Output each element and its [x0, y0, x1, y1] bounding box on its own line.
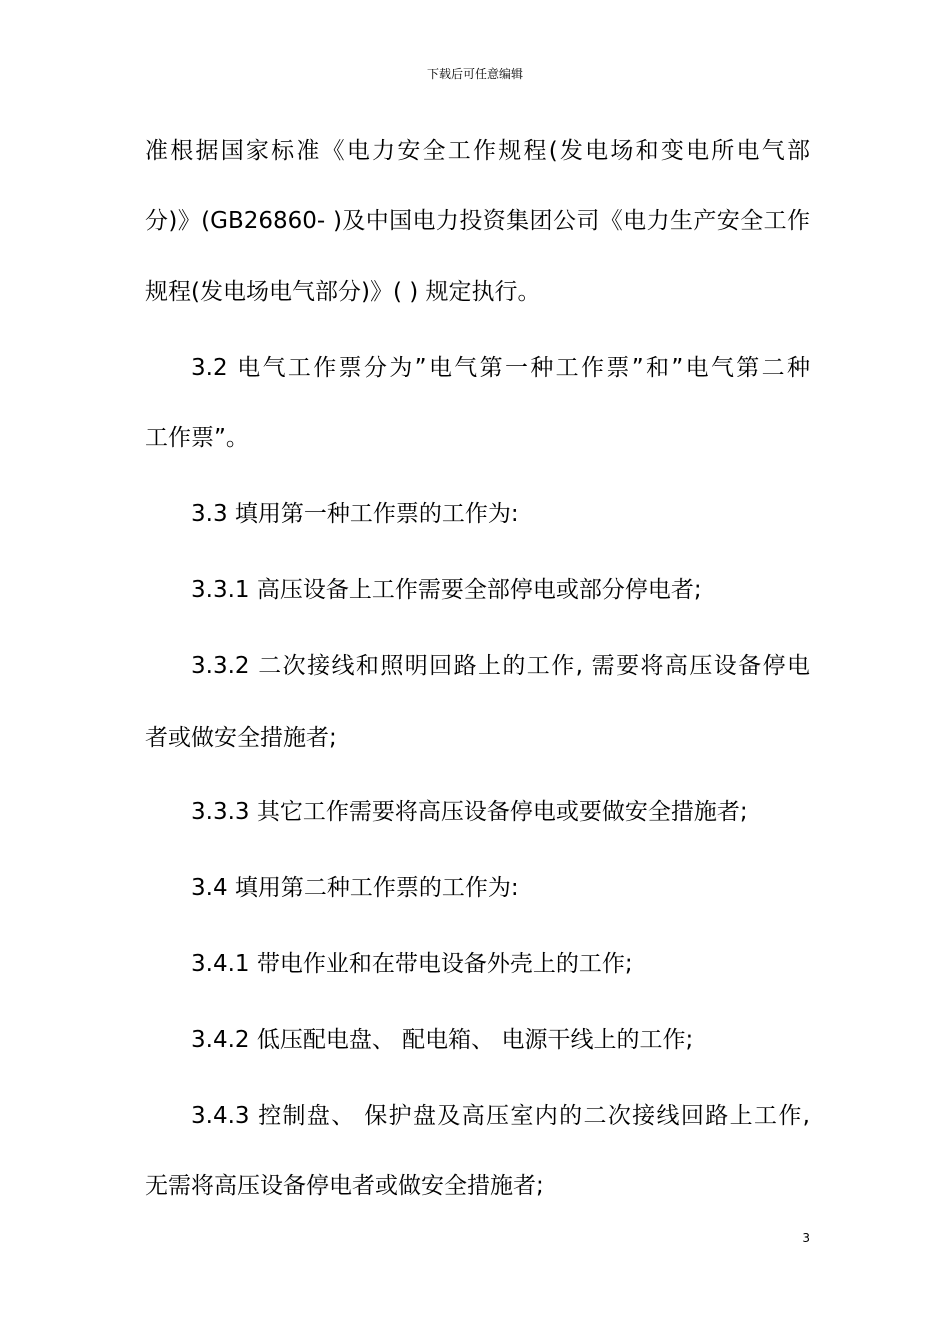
body-line: 无需将高压设备停电者或做安全措施者; — [145, 1173, 544, 1199]
section-3-4-1-line: 3.4.1 带电作业和在带电设备外壳上的工作; — [191, 951, 633, 977]
section-3-4-line: 3.4 填用第二种工作票的工作为: — [191, 875, 519, 901]
body-line: 者或做安全措施者; — [145, 725, 337, 751]
section-3-2-line: 3.2 电气工作票分为”电气第一种工作票”和”电气第二种 — [191, 355, 810, 381]
section-3-3-line: 3.3 填用第一种工作票的工作为: — [191, 501, 519, 527]
section-3-4-3-line: 3.4.3 控制盘、 保护盘及高压室内的二次接线回路上工作, — [191, 1103, 810, 1129]
body-line: 工作票”。 — [145, 425, 249, 451]
page-number: 3 — [802, 1231, 810, 1245]
section-3-4-2-line: 3.4.2 低压配电盘、 配电箱、 电源干线上的工作; — [191, 1027, 694, 1053]
section-3-3-3-line: 3.3.3 其它工作需要将高压设备停电或要做安全措施者; — [191, 799, 748, 825]
body-line: 准根据国家标准《电力安全工作规程(发电场和变电所电气部 — [145, 138, 810, 164]
section-3-3-1-line: 3.3.1 高压设备上工作需要全部停电或部分停电者; — [191, 577, 702, 603]
body-line: 规程(发电场电气部分)》( ) 规定执行。 — [145, 279, 541, 305]
page-header: 下载后可任意编辑 — [426, 67, 523, 81]
body-line: 分)》(GB26860- )及中国电力投资集团公司《电力生产安全工作 — [145, 208, 810, 234]
section-3-3-2-line: 3.3.2 二次接线和照明回路上的工作, 需要将高压设备停电 — [191, 653, 810, 679]
